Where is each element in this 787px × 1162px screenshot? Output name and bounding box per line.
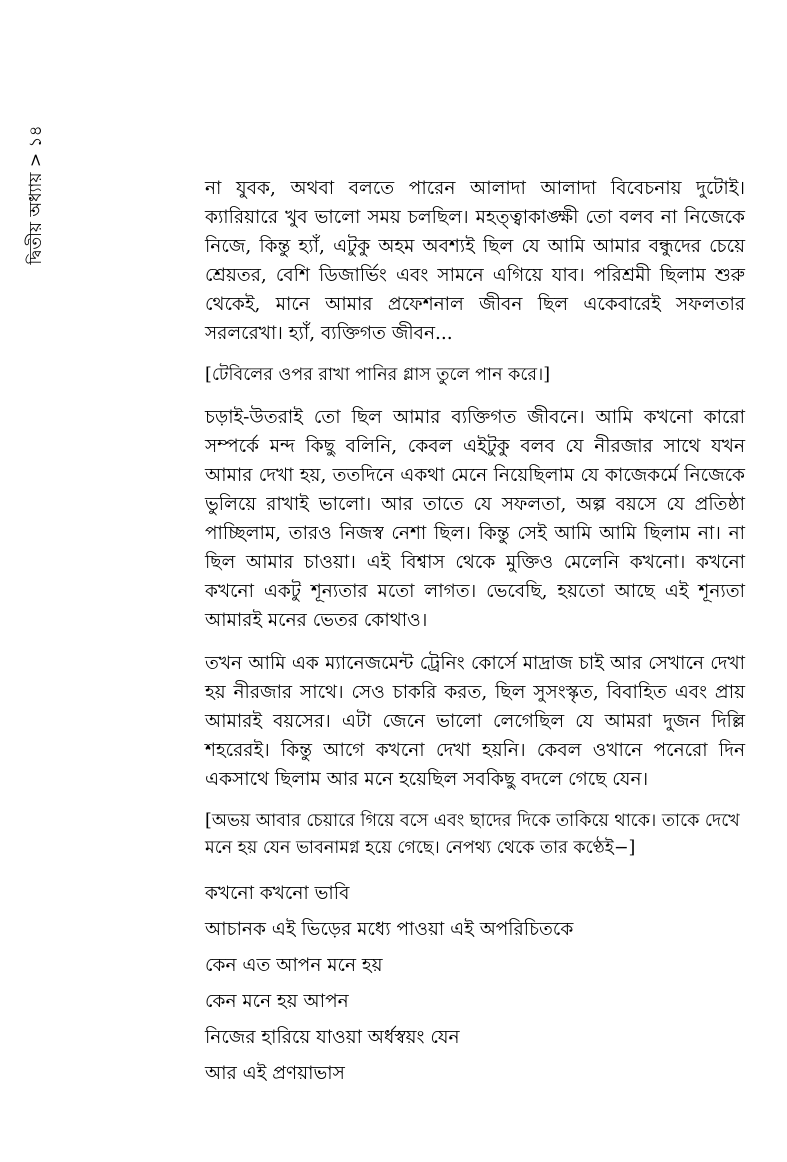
running-head-text: দ্বিতীয় অধ্যায় > ১৪ — [26, 125, 46, 265]
verse-line: কখনো কখনো ভাবি — [205, 883, 350, 904]
verse-line: কেন মনে হয় আপন — [205, 991, 349, 1012]
paragraph: তখন আমি এক ম্যানেজমেন্ট ট্রেনিং কোর্সে মাদ্রাজ চাই আর সেখানে দেখা হয় নীরজার সাথে। সেও চাকরি করত, ছিল সুসংস্কৃত, বিবাহিত এবং প্রায় আমারই বয়সের। এটা জেনে ভালো লেগেছিল যে আমরা দুজন দিল্লি শহরেরই। কিন্তু আগে কখনো দেখা হয়নি। কেবল ওখানে পনেরো দিন একসাথে ছিলাম আর মনে হয়েছিল সবকিছু বদলে গেছে যেন। — [205, 653, 745, 790]
verse-line: আচানক এই ভিড়ের মধ্যে পাওয়া এই অপরিচিতকে — [205, 919, 574, 940]
running-head — [12, 80, 62, 310]
verse-line: কেন এত আপন মনে হয় — [205, 955, 383, 976]
verse-line: নিজের হারিয়ে যাওয়া অর্ধস্বয়ং যেন — [205, 1027, 460, 1048]
paragraph: চড়াই-উতরাই তো ছিল আমার ব্যক্তিগত জীবনে। আমি কখনো কারো সম্পর্কে মন্দ কিছু বলিনি, কেবল এইটুকু বলব যে নীরজার সাথে যখন আমার দেখা হয়, ততদিনে একথা মেনে নিয়েছিলাম যে কাজেকর্মে নিজেকে ভুলিয়ে রাখাই ভালো। আর তাতে যে সফলতা, অল্প বয়সে যে প্রতিষ্ঠা পাচ্ছিলাম, তারও নিজস্ব নেশা ছিল। কিন্তু সেই আমি আমি ছিলাম না। না ছিল আমার চাওয়া। এই বিশ্বাস থেকে মুক্তিও মেলেনি কখনো। কখনো কখনো একটু শূন্যতার মতো লাগত। ভেবেছি, হয়তো আছে এই শূন্যতা আমারই মনের ভেতর কোথাও। — [205, 407, 745, 631]
paragraph: না যুবক, অথবা বলতে পারেন আলাদা আলাদা বিবেচনায় দুটোই। ক্যারিয়ারে খুব ভালো সময় চলছিল। মহত্ত্বাকাঙ্ক্ষী তো বলব না নিজেকে নিজে, কিন্তু হ্যাঁ, এটুকু অহম অবশ্যই ছিল যে আমি আমার বন্ধুদের চেয়ে শ্রেয়তর, বেশি ডিজার্ভিং এবং সামনে এগিয়ে যাব। পরিশ্রমী ছিলাম শুরু থেকেই, মানে আমার প্রফেশনাল জীবন ছিল একেবারেই সফলতার সরলরেখা। হ্যাঁ, ব্যক্তিগত জীবন... — [205, 178, 745, 344]
stage-direction: [অভয় আবার চেয়ারে গিয়ে বসে এবং ছাদের দিকে তাকিয়ে থাকে। তাকে দেখে মনে হয় যেন ভাবনামগ্ন হয়ে গেছে। নেপথ্য থেকে তার কণ্ঠেই−] — [205, 811, 740, 858]
verse-line: আর এই প্রণয়াভাস — [205, 1063, 345, 1084]
page-body — [205, 174, 745, 1092]
stage-direction: [টেবিলের ওপর রাখা পানির গ্লাস তুলে পান করে।] — [205, 365, 551, 385]
verse-block — [205, 876, 745, 1092]
